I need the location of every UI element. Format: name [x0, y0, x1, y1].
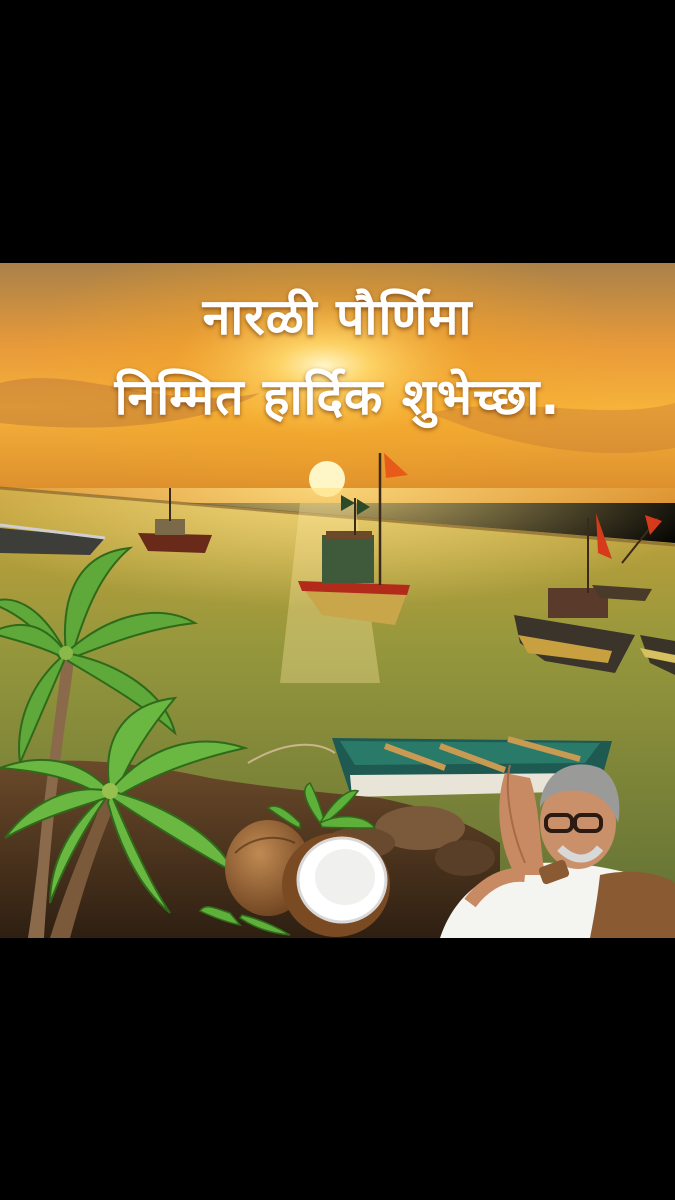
greeting-card [0, 263, 675, 938]
greeting-title-line2: निम्मित हार्दिक शुभेच्छा. [114, 368, 561, 426]
greeting-title-line1: नारळी पौर्णिमा [202, 288, 473, 346]
